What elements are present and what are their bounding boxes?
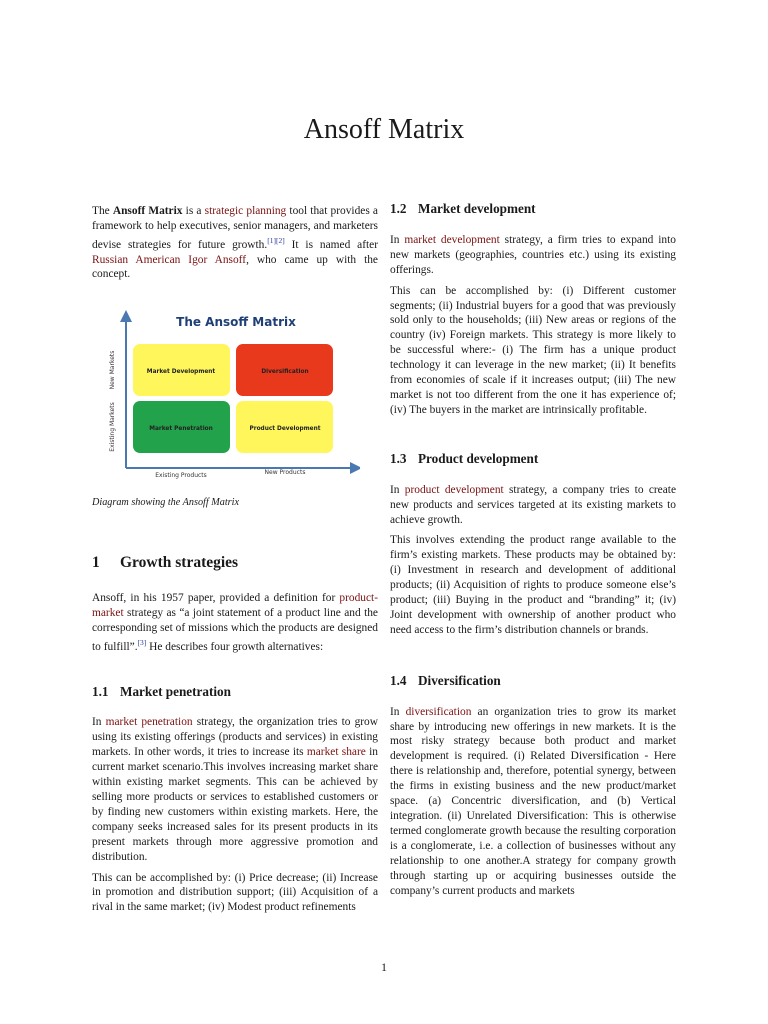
y-label-new-markets: New Markets [109, 350, 116, 390]
x-label-new-products: New Products [264, 469, 306, 477]
section-1-1-paragraph-2: This can be accomplished by: (i) Price decrease; (ii) Increase in promotion and distribution support; (iii) Acquisition of a rival in the same market; (iv) Modest product refinements [92, 871, 378, 914]
section-1-4-paragraph-1: In diversification an organization tries to grow its market share by introducing new offerings in new markets. It is the most risky strategy because both product and market development is required. (i) Related Diversification - Here there is relationship and, therefore, potential synergy, between the firms in existing business and the new product/market space. (a) Concentric diversification, and (b) Vertical integration. (ii) Unrelated Diversification: This is otherwise termed conglomerate growth because the resulting corporation is a conglomerate, i.e. a collection of businesses without any relationship to one another.A strategy for company growth through starting up or acquiring businesses outside the company’s current products and markets [390, 705, 676, 897]
figure-title: The Ansoff Matrix [176, 315, 296, 330]
link-market-share[interactable]: market share [306, 746, 366, 759]
link-diversification[interactable]: diversification [405, 705, 472, 718]
ansoff-matrix-diagram [100, 304, 360, 488]
link-strategic-planning[interactable]: strategic planning [204, 205, 287, 217]
section-1-3-heading: 1.3 Product development [390, 450, 539, 466]
cell-label-market-development: Market Development [146, 369, 216, 376]
right-column [390, 201, 677, 904]
section-1-2-heading: 1.2 Market development [390, 201, 536, 216]
cell-label-product-development: Product Development [249, 426, 321, 433]
x-label-existing-products: Existing Products [155, 472, 207, 480]
page-number: 1 [381, 960, 387, 974]
section-1-2-paragraph-2: This can be accomplished by: (i) Different customer segments; (ii) Industrial buyers for a good that was previously sold only to the households; (iii) New areas or regions of the country (iv) Foreign markets. This strategy is more likely to be successful where:- (i) The firm has a unique product technology it can leverage in the new market; (ii) It benefits from economies of scale if it increases output; (iii) The new market is not too different from the one it has experience of; (iv) The buyers in the market are intrinsically profitable. [390, 284, 676, 416]
section-1-4-heading: 1.4 Diversification [390, 672, 501, 688]
section-1-paragraph: Ansoff, in his 1957 paper, provided a definition for product-market strategy as “a joint statement of a product line and the corresponding set of missions which the products are designed to fulfill”.[3] He describes four growth alternatives: [92, 592, 378, 653]
link-market-development[interactable]: market development [404, 233, 500, 246]
figure-caption: Diagram showing the Ansoff Matrix [92, 497, 239, 509]
section-1-2-paragraph-1: In market development strategy, a firm tries to expand into new markets (geographies, countries etc.) using its existing offerings. [390, 233, 676, 276]
page-title: Ansoff Matrix [303, 114, 465, 145]
cell-label-diversification: Diversification [261, 369, 309, 376]
intro-paragraph: The Ansoff Matrix is a strategic planning tool that provides a framework to help executives, senior managers, and marketers devise strategies for future growth.[1][2] It is named after Russian American Igor Ansoff, who came up with the concept. [92, 205, 378, 281]
left-column [92, 204, 378, 921]
cell-label-market-penetration: Market Penetration [149, 426, 213, 433]
term-bold: Ansoff Matrix [112, 205, 183, 217]
section-1-1-heading: 1.1 Market penetration [92, 683, 231, 699]
y-label-existing-markets: Existing Markets [109, 402, 116, 453]
link-igor-ansoff[interactable]: Russian American Igor Ansoff [92, 253, 247, 266]
ansoff-matrix-figure [100, 304, 360, 488]
section-1-3-paragraph-1: In product development strategy, a company tries to create new products and services targeted at its existing markets to achieve growth. [390, 483, 677, 526]
section-1-1-paragraph-1: In market penetration strategy, the organization tries to grow using its existing offerings (products and services) in existing markets. In other words, it tries to increase its market share in current market scenario.This involves increasing market share within existing market segments. This can be achieved by selling more products or services to established customers or by finding new customers within existing markets. Here, the company seeks increased sales for its present products in its present markets through more aggressive promotion and distribution. [92, 716, 378, 863]
citation-3[interactable]: [3] [137, 637, 147, 647]
link-product-development[interactable]: product development [404, 483, 504, 496]
citation-1-2[interactable]: [1][2] [267, 235, 285, 245]
section-1-heading: 1 Growth strategies [92, 554, 239, 572]
link-market-penetration[interactable]: market penetration [105, 716, 193, 729]
section-1-3-paragraph-2: This involves extending the product range available to the firm’s existing markets. These products may be obtained by: (i) Investment in research and development of additional products; (ii) Acquisition of rights to produce someone else’s product; (iii) Buying in the product and “branding” it; (iv) Joint development with ownership of another product who need access to the firm’s distribution channels or brands. [390, 534, 676, 636]
link-product-market[interactable]: product-market [92, 592, 378, 620]
